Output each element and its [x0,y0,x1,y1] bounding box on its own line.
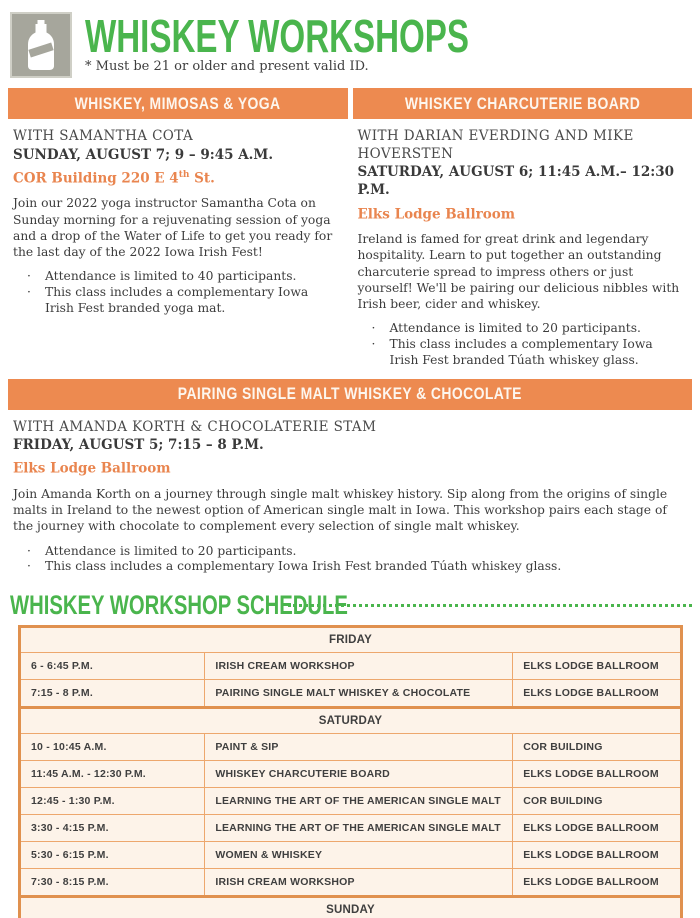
location-superscript: th [178,169,190,180]
workshop-banner [353,88,693,119]
workshop-cell: PAIRING SINGLE MALT WHISKEY & CHOCOLATE [205,680,513,708]
list-item [13,544,688,560]
bullet-text: This class includes a complementary Iowa Irish Fest branded Túath whiskey glass. [45,559,562,574]
workshop-cell: WOMEN & WHISKEY [205,842,513,869]
bottle-glyph [16,16,66,74]
bullet-icon: · [27,285,31,300]
time-cell: 6 - 6:45 P.M. [20,653,205,680]
workshop-description: Join Amanda Korth on a journey through single malt whiskey history. Sip along from the origins of single malts in Ireland to the newest option of American single malt in Iowa. This workshop pairs each stage of the journey with chocolate to complement every selection of single malt whiskey. [13,486,668,534]
day-header-row [20,897,682,918]
bullet-text: Attendance is limited to 20 participants. [389,321,641,336]
schedule-section-header [10,591,692,619]
workshop-description: Ireland is famed for great drink and legendary hospitality. Learn to put together an outstanding charcuterie spread to impress others or just yourself! We'll be pairing our delicious nibbles with Irish beer, cider and whiskey. [357,232,680,312]
time-cell: 7:15 - 8 P.M. [20,680,205,708]
header [0,0,700,78]
time-cell: 5:30 - 6:15 P.M. [20,842,205,869]
workshop-card-yoga [8,88,348,369]
bullet-icon: · [371,321,376,336]
workshop-banner [8,379,692,410]
day-header-row [20,627,682,653]
bullet-text: Attendance is limited to 20 participants. [45,543,297,558]
location-tail: St. [189,170,215,187]
bullet-text: This class includes a complementary Iowa Irish Fest branded yoga mat. [45,285,309,315]
list-item [358,337,689,368]
location-line [13,170,344,187]
workshop-banner [8,88,348,119]
location-main: Elks Lodge Ballroom [357,206,516,223]
list-item [358,321,689,337]
instructor-line: WITH SAMANTHA COTA [13,128,194,144]
table-row [20,680,682,708]
location-cell: ELKS LODGE BALLROOM [513,680,682,708]
title-block [85,12,618,74]
whiskey-bottle-icon [10,12,72,78]
bullet-icon: · [371,337,376,352]
workshop-title: WHISKEY CHARCUTERIE BOARD [404,93,640,113]
workshop-card-chocolate [8,379,692,576]
table-row [20,734,682,761]
schedule-heading: WHISKEY WORKSHOP SCHEDULE [10,590,348,621]
datetime-line: SUNDAY, AUGUST 7; 9 – 9:45 A.M. [13,146,274,163]
time-cell: 11:45 A.M. - 12:30 P.M. [20,761,205,788]
location-cell: ELKS LODGE BALLROOM [513,842,682,869]
list-item [13,285,344,316]
table-row [20,815,682,842]
location-cell: ELKS LODGE BALLROOM [513,653,682,680]
time-cell: 7:30 - 8:15 P.M. [20,869,205,897]
table-row [20,869,682,897]
table-row [20,653,682,680]
datetime-line: FRIDAY, AUGUST 5; 7:15 – 8 P.M. [13,437,264,454]
workshop-description: Join our 2022 yoga instructor Samantha Cota on Sunday morning for a rejuvenating session of yoga and a drop of the Water of Life to get you ready for the last day of the 2022 Iowa Irish Fest! [13,196,333,260]
location-cell: COR BUILDING [513,788,682,815]
schedule-table [18,625,683,918]
bullet-text: This class includes a complementary Iowa Irish Fest branded Túath whiskey glass. [389,337,653,367]
instructor-line: WITH AMANDA KORTH & CHOCOLATERIE STAM [13,418,377,435]
workshop-cell: PAINT & SIP [205,734,513,761]
bullet-list [13,544,688,575]
bullet-list [13,269,344,316]
location-cell: COR BUILDING [513,734,682,761]
age-requirement-note: * Must be 21 or older and present valid ID. [85,59,369,74]
bullet-icon: · [27,559,31,574]
workshop-cell: LEARNING THE ART OF THE AMERICAN SINGLE MALT [205,788,513,815]
workshop-details [8,410,692,576]
day-label: SATURDAY [20,708,682,734]
table-row [20,788,682,815]
instructor-line: WITH DARIAN EVERDING AND MIKE HOVERSTEN [357,128,634,162]
workshop-title: WHISKEY, MIMOSAS & YOGA [74,93,281,113]
workshop-cell: IRISH CREAM WORKSHOP [205,869,513,897]
workshop-cell: LEARNING THE ART OF THE AMERICAN SINGLE MALT [205,815,513,842]
time-cell: 10 - 10:45 A.M. [20,734,205,761]
location-cell: ELKS LODGE BALLROOM [513,815,682,842]
dotted-divider [288,604,692,607]
location-main: Elks Lodge Ballroom [13,460,171,477]
day-label: FRIDAY [20,627,682,653]
workshop-title: PAIRING SINGLE MALT WHISKEY & CHOCOLATE [177,384,523,404]
table-row [20,842,682,869]
workshop-cards-row [8,88,692,369]
day-header-row [20,708,682,734]
workshop-cell: IRISH CREAM WORKSHOP [205,653,513,680]
location-main: COR Building 220 E 4 [13,170,179,187]
bullet-text: Attendance is limited to 40 participants. [45,269,297,284]
bullet-list [358,321,689,368]
workshop-details [8,119,348,317]
workshop-cell: WHISKEY CHARCUTERIE BOARD [205,761,513,788]
time-cell: 3:30 - 4:15 P.M. [20,815,205,842]
time-cell: 12:45 - 1:30 P.M. [20,788,205,815]
workshop-details [353,119,693,369]
location-line [358,206,689,223]
location-line [13,460,688,477]
bullet-icon: · [27,543,31,558]
location-cell: ELKS LODGE BALLROOM [513,869,682,897]
list-item [13,269,344,285]
bullet-icon: · [27,269,31,284]
datetime-line: SATURDAY, AUGUST 6; 11:45 A.M.– 12:30 P.M. [357,164,675,199]
location-cell: ELKS LODGE BALLROOM [513,761,682,788]
list-item [13,559,688,575]
table-row [20,761,682,788]
workshop-card-charcuterie [353,88,693,369]
day-label: SUNDAY [20,897,682,918]
page-title: WHISKEY WORKSHOPS [85,10,469,62]
